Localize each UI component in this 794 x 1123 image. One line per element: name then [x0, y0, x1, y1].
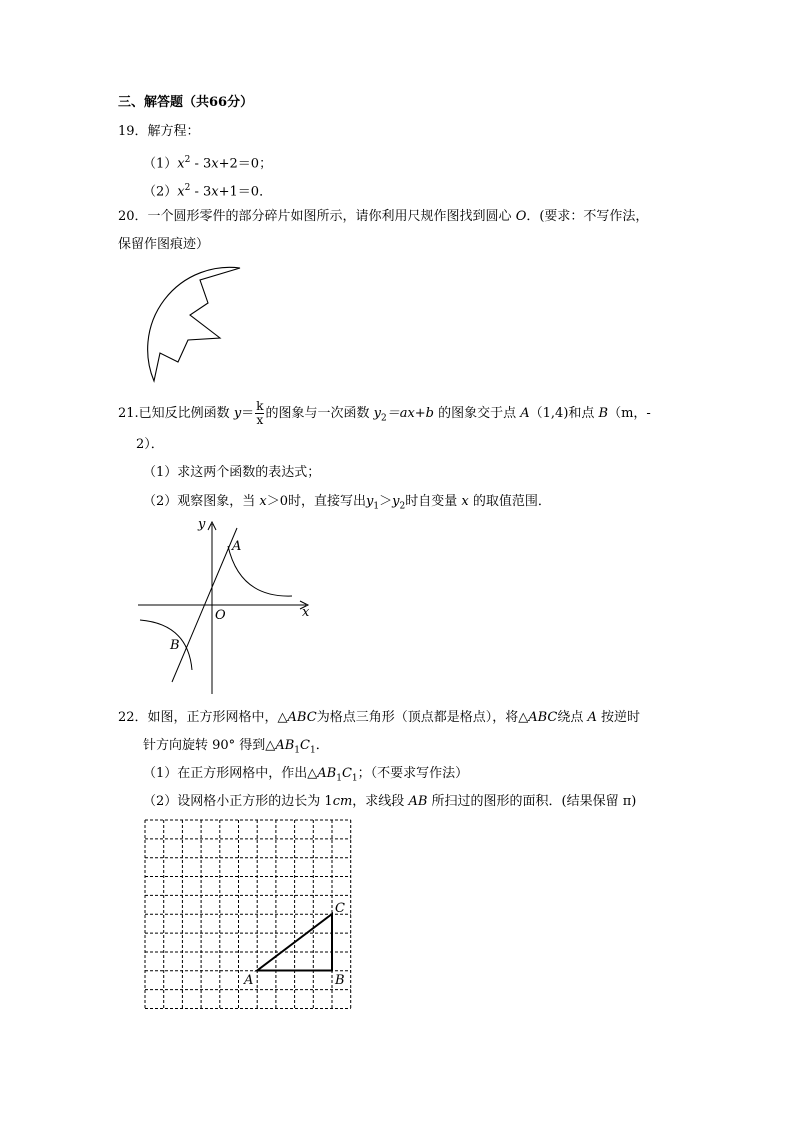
q22-part2: （2）设网格小正方形的边长为 1cm，求线段 AB 所扫过的图形的面积．(结果保留 π)	[143, 794, 637, 809]
square-grid-figure	[138, 818, 358, 1018]
q21-line1: 21.已知反比例函数 y＝ $\frac{k}{x}$ 的图象与一次函数 $y_2=ax+b$ 的图象交于点 A（1,4)和点 B（m，-	[118, 399, 651, 427]
q19-stem: 19．解方程：	[118, 124, 200, 139]
q19-part1: $(1)x^2 - 3x+2=0$；	[143, 155, 273, 172]
q22-part1: （1）在正方形网格中，作出$\triangle AB_1C_1$；（不要求写作法）	[143, 766, 469, 784]
graph-label-x: x	[302, 605, 310, 620]
graph-label-A: A	[232, 539, 242, 554]
q21-part1: （1）求这两个函数的表达式；	[143, 465, 321, 480]
grid-label-C: C	[335, 901, 345, 916]
circle-fragment-figure	[130, 258, 250, 388]
q20-line1: 20．一个圆形零件的部分碎片如图所示，请你利用尺规作图找到圆心 O．(要求：不写作法，	[118, 209, 649, 224]
q22-line2: 针方向旋转 90° 得到$\triangle AB_1C_1$．	[143, 738, 329, 756]
fraction-k-over-x: $\frac{k}{x}$	[256, 399, 264, 427]
graph-label-B: B	[170, 638, 180, 653]
grid-label-B: B	[335, 973, 345, 988]
q19-part2: $(2)x^2 - 3x+1=0$．	[143, 183, 273, 200]
grid-label-A: A	[244, 973, 254, 988]
q21-line2: 2）．	[136, 437, 164, 452]
q22-line1: 22．如图，正方形网格中，△ABC为格点三角形（顶点都是格点），将△ABC绕点 A 按逆时	[118, 710, 640, 725]
q20-line2: 保留作图痕迹）	[118, 237, 210, 252]
function-graph	[130, 512, 320, 702]
graph-label-y: y	[198, 517, 206, 532]
section-title: 三、解答题（共66分）	[118, 95, 254, 110]
graph-label-O: O	[215, 608, 226, 623]
q21-part2: （2）观察图象，当 x＞0时，直接写出$y_1>y_2$时自变量 x 的取值范围．	[143, 494, 551, 512]
hyperbola-branch-q3	[140, 620, 192, 670]
